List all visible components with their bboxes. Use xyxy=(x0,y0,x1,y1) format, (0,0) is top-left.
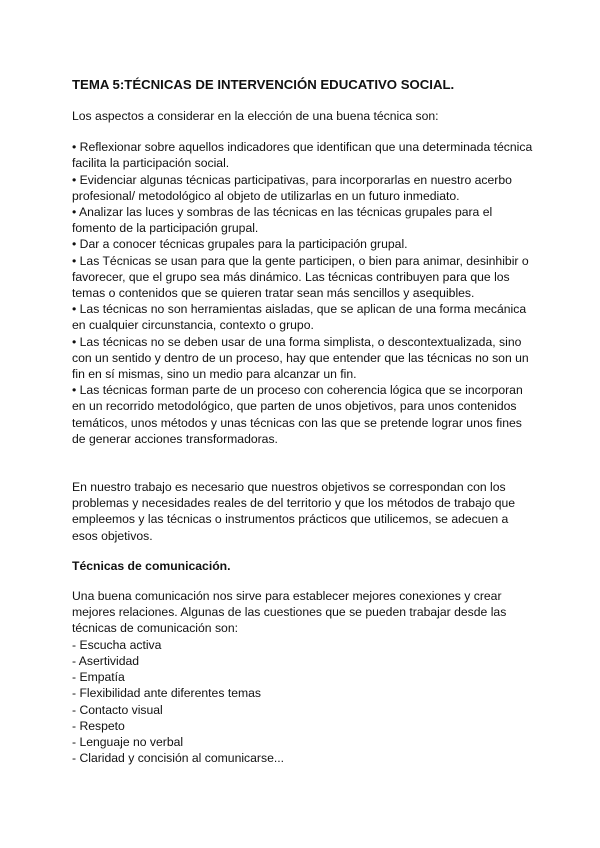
list-item: - Asertividad xyxy=(72,653,140,668)
communication-list xyxy=(72,637,534,767)
section-heading: Técnicas de comunicación. xyxy=(72,558,231,573)
bullet-item: • Las Técnicas se usan para que la gente participen, o bien para animar, desinhibir o favorecer, que el grupo sea más dinámico. Las técnicas contribuyen para que los temas o contenidos que se quieren tratar sean más sencillos y asequibles. xyxy=(72,253,529,301)
page-title: TEMA 5:TÉCNICAS DE INTERVENCIÓN EDUCATIVO SOCIAL. xyxy=(72,77,455,92)
list-item: - Escucha activa xyxy=(72,637,162,652)
document-page xyxy=(72,76,534,766)
bullet-list xyxy=(72,139,534,447)
body-paragraph: En nuestro trabajo es necesario que nuestros objetivos se correspondan con los problemas y necesidades reales de del territorio y que los métodos de trabajo que empleemos y las técnicas o instrumentos prácticos que utilicemos, se adecuen a esos objetivos. xyxy=(72,480,516,543)
bullet-item: • Dar a conocer técnicas grupales para la participación grupal. xyxy=(72,237,408,252)
list-item: - Lenguaje no verbal xyxy=(72,734,184,749)
list-item: - Claridad y concisión al comunicarse... xyxy=(72,751,285,766)
bullet-item: • Las técnicas forman parte de un proceso con coherencia lógica que se incorporan en un recorrido metodológico, que parten de unos objetivos, para unos contenidos temáticos, unos métodos y unas técnicas con las que se pretende lograr unos fines de generar acciones transformadoras. xyxy=(72,383,523,446)
bullet-item: • Analizar las luces y sombras de las técnicas en las técnicas grupales para el fomento de la participación grupal. xyxy=(72,205,493,236)
bullet-item: • Las técnicas no se deben usar de una forma simplista, o descontextualizada, sino con un sentido y dentro de un proceso, hay que entender que las técnicas no son un fin en sí mismas, sino un medio para alcanzar un fin. xyxy=(72,334,529,382)
bullet-item: • Las técnicas no son herramientas aisladas, que se aplican de una forma mecánica en cualquier circunstancia, contexto o grupo. xyxy=(72,302,527,333)
section-intro: Una buena comunicación nos sirve para establecer mejores conexiones y crear mejores relaciones. Algunas de las cuestiones que se pueden trabajar desde las técnicas de comunicación son: xyxy=(72,589,507,636)
bullet-item: • Reflexionar sobre aquellos indicadores que identifican que una determinada técnica facilita la participación social. xyxy=(72,140,533,171)
bullet-item: • Evidenciar algunas técnicas participativas, para incorporarlas en nuestro acerbo profesional/ metodológico al objeto de utilizarlas en un futuro inmediato. xyxy=(72,172,512,203)
list-item: - Empatía xyxy=(72,670,125,685)
list-item: - Respeto xyxy=(72,718,125,733)
list-item: - Flexibilidad ante diferentes temas xyxy=(72,686,262,701)
list-item: - Contacto visual xyxy=(72,702,163,717)
intro-text: Los aspectos a considerar en la elección de una buena técnica son: xyxy=(72,109,439,123)
